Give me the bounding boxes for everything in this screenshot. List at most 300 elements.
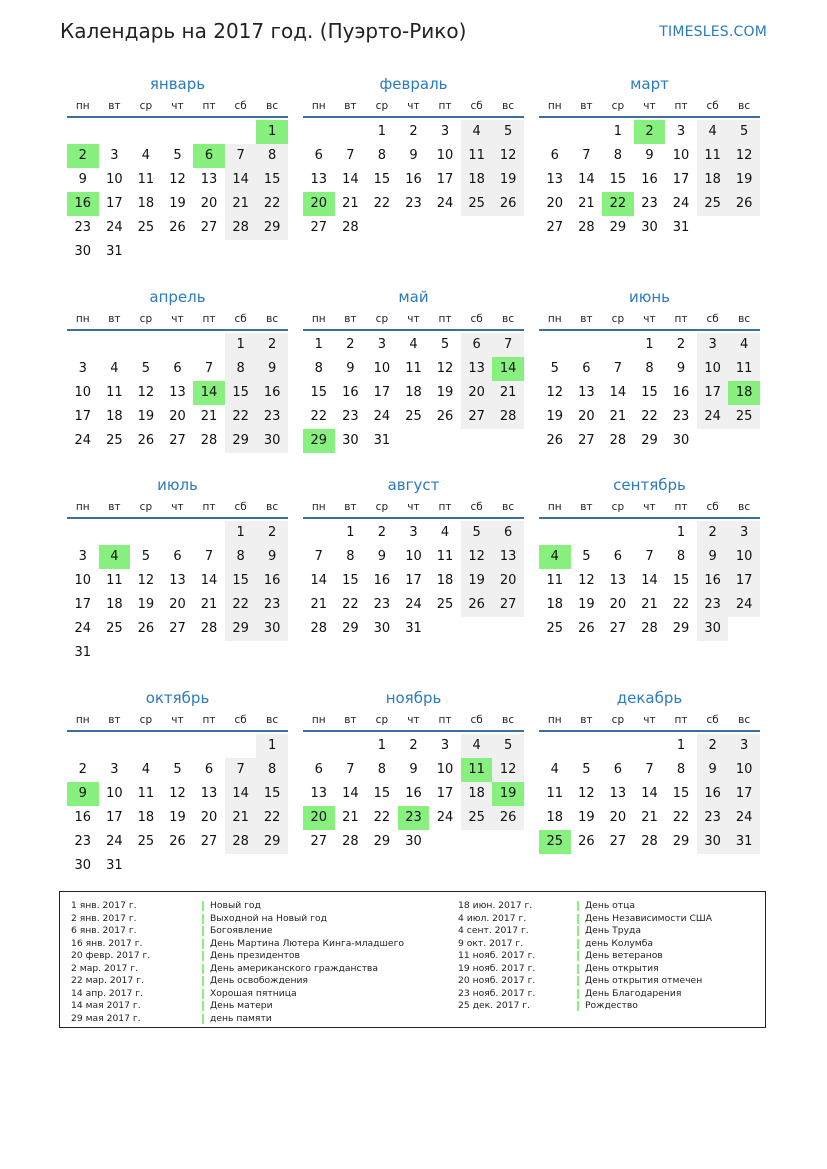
day-cell: 17 bbox=[373, 385, 391, 400]
day-cell: 11 bbox=[106, 573, 123, 588]
day-cell: 13 bbox=[310, 786, 328, 801]
day-cell: 16 bbox=[342, 385, 359, 400]
day-cell: 30 bbox=[697, 617, 729, 641]
day-cell: 2 bbox=[78, 762, 87, 777]
weekday-label: вт bbox=[108, 714, 121, 726]
day-cell: 1 bbox=[377, 738, 387, 753]
day-cell: 9 bbox=[697, 545, 729, 569]
day-cell: 11 bbox=[728, 357, 760, 381]
day-cell: 2 bbox=[377, 525, 387, 540]
day-cell: 22 bbox=[641, 409, 658, 424]
day-cell: 12 bbox=[169, 786, 186, 801]
day-cell: 7 bbox=[225, 758, 257, 782]
day-cell: 26 bbox=[546, 433, 564, 448]
legend-date: 4 сент. 2017 г. bbox=[458, 925, 529, 936]
empty-cell bbox=[225, 734, 257, 758]
weekday-label: пн bbox=[547, 714, 562, 726]
day-cell: 9 bbox=[78, 172, 87, 187]
day-cell: 15 bbox=[373, 172, 391, 187]
day-cell: 13 bbox=[200, 172, 218, 187]
day-cell: 23 bbox=[74, 220, 92, 235]
weekday-label: сб bbox=[706, 714, 719, 726]
empty-cell bbox=[697, 216, 729, 240]
month-name: март bbox=[630, 75, 669, 93]
day-cell: 29 bbox=[225, 429, 257, 453]
day-cell: 5 bbox=[582, 549, 591, 564]
day-cell: 17 bbox=[74, 409, 92, 424]
empty-cell bbox=[193, 240, 225, 264]
day-cell: 2 bbox=[697, 734, 729, 758]
day-cell: 18 bbox=[546, 810, 564, 825]
weekday-label: пн bbox=[311, 501, 326, 513]
day-cell: 20 bbox=[609, 597, 627, 612]
day-cell: 7 bbox=[204, 549, 214, 564]
day-cell: 10 bbox=[672, 148, 690, 163]
empty-cell bbox=[461, 830, 493, 854]
empty-cell bbox=[130, 333, 162, 357]
weekday-label: чт bbox=[171, 100, 184, 112]
legend-holiday-name: День освобождения bbox=[210, 975, 308, 986]
legend-date: 14 мая 2017 г. bbox=[71, 1000, 141, 1011]
day-cell: 19 bbox=[461, 569, 493, 593]
day-cell: 29 bbox=[373, 834, 391, 849]
legend-color-marker bbox=[202, 914, 204, 924]
day-cell: 4 bbox=[141, 148, 151, 163]
empty-cell bbox=[162, 521, 194, 545]
day-cell: 19 bbox=[137, 409, 155, 424]
legend-date: 25 дек. 2017 г. bbox=[458, 1000, 531, 1011]
day-cell: 3 bbox=[440, 124, 450, 139]
day-cell: 17 bbox=[697, 381, 729, 405]
day-cell: 20 bbox=[169, 409, 186, 424]
empty-cell bbox=[99, 521, 131, 545]
day-cell: 16 bbox=[74, 810, 92, 825]
day-cell: 14 bbox=[641, 573, 658, 588]
weekday-label: вс bbox=[738, 501, 751, 513]
day-cell: 19 bbox=[546, 409, 564, 424]
weekday-label: ср bbox=[611, 313, 625, 325]
month-9 bbox=[539, 473, 760, 641]
legend-date: 11 нояб. 2017 г. bbox=[458, 950, 536, 961]
weekday-label: пт bbox=[438, 100, 452, 112]
day-cell: 23 bbox=[641, 196, 658, 211]
empty-cell bbox=[303, 120, 335, 144]
empty-cell bbox=[398, 216, 430, 240]
day-cell: 8 bbox=[314, 361, 323, 376]
empty-cell bbox=[130, 734, 162, 758]
empty-cell bbox=[303, 734, 335, 758]
month-name: октябрь bbox=[145, 689, 210, 707]
day-cell: 13 bbox=[578, 385, 595, 400]
day-cell: 19 bbox=[137, 597, 155, 612]
weekday-header bbox=[303, 96, 524, 118]
day-cell: 25 bbox=[546, 621, 564, 636]
weekday-label: пт bbox=[202, 714, 216, 726]
empty-cell bbox=[162, 641, 194, 665]
day-cell: 8 bbox=[676, 549, 686, 564]
day-cell: 18 bbox=[106, 409, 123, 424]
day-cell: 19 bbox=[436, 385, 454, 400]
day-cell: 7 bbox=[346, 762, 355, 777]
day-cell: 23 bbox=[398, 806, 430, 830]
day-cell: 15 bbox=[373, 786, 391, 801]
weekday-label: вс bbox=[266, 714, 279, 726]
day-cell: 4 bbox=[550, 762, 559, 777]
day-cell: 10 bbox=[74, 573, 92, 588]
legend-holiday-name: День матери bbox=[210, 1000, 273, 1011]
empty-cell bbox=[492, 429, 524, 453]
empty-cell bbox=[67, 333, 99, 357]
legend-date: 4 июл. 2017 г. bbox=[458, 912, 527, 924]
day-cell: 3 bbox=[377, 337, 387, 352]
site-link[interactable]: TIMESLES.COM bbox=[659, 24, 767, 40]
day-cell: 4 bbox=[141, 762, 151, 777]
day-cell: 28 bbox=[225, 216, 257, 240]
weekday-label: пн bbox=[311, 714, 326, 726]
day-cell: 18 bbox=[728, 381, 760, 405]
day-cell: 25 bbox=[461, 806, 493, 830]
day-cell: 24 bbox=[728, 806, 760, 830]
weekday-label: вт bbox=[344, 313, 357, 325]
weekday-label: пн bbox=[75, 714, 90, 726]
day-cell: 16 bbox=[67, 192, 99, 216]
day-cell: 24 bbox=[373, 409, 391, 424]
day-cell: 28 bbox=[609, 433, 627, 448]
day-cell: 20 bbox=[303, 192, 335, 216]
legend-date: 9 окт. 2017 г. bbox=[458, 937, 524, 949]
month-6 bbox=[539, 285, 760, 453]
day-cell: 3 bbox=[110, 148, 119, 163]
day-cell: 29 bbox=[342, 621, 359, 636]
weekday-label: пт bbox=[202, 313, 216, 325]
day-cell: 11 bbox=[137, 172, 155, 187]
legend-holiday-name: Выходной на Новый год bbox=[210, 912, 327, 924]
day-cell: 22 bbox=[342, 597, 359, 612]
weekday-label: вт bbox=[108, 100, 121, 112]
day-cell: 10 bbox=[106, 172, 123, 187]
day-cell: 9 bbox=[676, 361, 686, 376]
legend-holiday-name: Хорошая пятница bbox=[210, 987, 297, 999]
empty-cell bbox=[602, 333, 634, 357]
weekday-label: вт bbox=[344, 501, 357, 513]
day-cell: 9 bbox=[409, 762, 418, 777]
day-cell: 21 bbox=[225, 192, 257, 216]
day-cell: 15 bbox=[256, 168, 288, 192]
month-1 bbox=[67, 72, 288, 264]
day-cell: 20 bbox=[200, 810, 218, 825]
legend-color-marker bbox=[577, 976, 579, 986]
day-cell: 3 bbox=[728, 521, 760, 545]
empty-cell bbox=[130, 641, 162, 665]
day-cell: 25 bbox=[106, 433, 123, 448]
day-cell: 15 bbox=[342, 573, 359, 588]
day-cell: 29 bbox=[609, 220, 627, 235]
legend-color-marker bbox=[202, 951, 204, 961]
weekday-label: чт bbox=[407, 714, 420, 726]
day-cell: 29 bbox=[225, 617, 257, 641]
day-cell: 16 bbox=[672, 385, 690, 400]
day-cell: 4 bbox=[409, 337, 418, 352]
empty-cell bbox=[728, 216, 760, 240]
day-cell: 15 bbox=[310, 385, 328, 400]
day-cell: 14 bbox=[641, 786, 658, 801]
day-cell: 18 bbox=[137, 196, 155, 211]
month-name: июнь bbox=[628, 288, 671, 306]
day-cell: 7 bbox=[492, 333, 524, 357]
day-cell: 30 bbox=[256, 429, 288, 453]
month-name: апрель bbox=[149, 288, 206, 306]
day-cell: 18 bbox=[405, 385, 422, 400]
weekday-label: чт bbox=[643, 714, 656, 726]
day-cell: 1 bbox=[645, 337, 654, 352]
weekday-label: сб bbox=[234, 100, 247, 112]
weekday-label: пт bbox=[674, 714, 688, 726]
day-cell: 26 bbox=[492, 806, 524, 830]
day-cell: 27 bbox=[169, 433, 186, 448]
day-cell: 10 bbox=[74, 385, 92, 400]
weekday-header bbox=[303, 710, 524, 732]
weekday-label: пн bbox=[75, 313, 90, 325]
empty-cell bbox=[571, 120, 603, 144]
day-cell: 21 bbox=[641, 810, 658, 825]
day-cell: 13 bbox=[609, 573, 627, 588]
day-cell: 23 bbox=[405, 196, 422, 211]
day-grid bbox=[303, 521, 524, 641]
day-cell: 12 bbox=[137, 385, 155, 400]
day-grid bbox=[303, 734, 524, 854]
month-name: май bbox=[398, 288, 429, 306]
weekday-label: сб bbox=[234, 313, 247, 325]
day-cell: 12 bbox=[578, 786, 595, 801]
day-cell: 26 bbox=[137, 621, 155, 636]
day-cell: 11 bbox=[405, 361, 422, 376]
weekday-label: пт bbox=[202, 100, 216, 112]
day-cell: 15 bbox=[225, 381, 257, 405]
legend-date: 23 нояб. 2017 г. bbox=[458, 987, 536, 999]
page-title: Календарь на 2017 год. (Пуэрто-Рико) bbox=[60, 19, 467, 43]
day-cell: 14 bbox=[200, 573, 218, 588]
legend-color-marker bbox=[577, 964, 579, 974]
day-cell: 2 bbox=[256, 333, 288, 357]
legend-date: 6 янв. 2017 г. bbox=[71, 925, 137, 936]
day-cell: 23 bbox=[256, 593, 288, 617]
day-cell: 6 bbox=[193, 144, 225, 168]
legend-date: 22 мар. 2017 г. bbox=[71, 975, 144, 986]
day-cell: 20 bbox=[169, 597, 186, 612]
day-cell: 13 bbox=[310, 172, 328, 187]
empty-cell bbox=[461, 429, 493, 453]
day-cell: 13 bbox=[169, 385, 186, 400]
empty-cell bbox=[193, 641, 225, 665]
day-cell: 25 bbox=[436, 597, 454, 612]
legend-date: 16 янв. 2017 г. bbox=[71, 937, 143, 949]
empty-cell bbox=[571, 521, 603, 545]
day-grid bbox=[67, 734, 288, 878]
day-cell: 15 bbox=[609, 172, 627, 187]
empty-cell bbox=[571, 333, 603, 357]
weekday-label: сб bbox=[470, 313, 483, 325]
weekday-label: вт bbox=[580, 714, 593, 726]
weekday-label: пт bbox=[438, 313, 452, 325]
day-cell: 1 bbox=[613, 124, 623, 139]
day-cell: 21 bbox=[578, 196, 595, 211]
day-grid bbox=[539, 120, 760, 240]
day-cell: 3 bbox=[676, 124, 686, 139]
day-cell: 15 bbox=[256, 782, 288, 806]
day-cell: 31 bbox=[672, 220, 690, 235]
weekday-label: ср bbox=[375, 100, 389, 112]
day-cell: 7 bbox=[346, 148, 355, 163]
empty-cell bbox=[99, 120, 131, 144]
day-cell: 25 bbox=[137, 220, 155, 235]
day-cell: 12 bbox=[578, 573, 595, 588]
day-cell: 14 bbox=[225, 168, 257, 192]
day-cell: 29 bbox=[672, 834, 690, 849]
empty-cell bbox=[162, 854, 194, 878]
empty-cell bbox=[256, 641, 288, 665]
day-cell: 15 bbox=[672, 573, 690, 588]
day-cell: 31 bbox=[106, 858, 123, 873]
day-cell: 13 bbox=[200, 786, 218, 801]
day-cell: 10 bbox=[436, 762, 454, 777]
day-cell: 17 bbox=[672, 172, 690, 187]
month-3 bbox=[539, 72, 760, 240]
weekday-label: сб bbox=[470, 100, 483, 112]
day-cell: 20 bbox=[461, 381, 493, 405]
day-cell: 28 bbox=[492, 405, 524, 429]
empty-cell bbox=[162, 333, 194, 357]
day-cell: 3 bbox=[409, 525, 418, 540]
day-cell: 20 bbox=[609, 810, 627, 825]
day-cell: 4 bbox=[461, 120, 493, 144]
day-cell: 27 bbox=[310, 834, 328, 849]
legend-date: 14 апр. 2017 г. bbox=[71, 987, 143, 999]
day-cell: 1 bbox=[676, 525, 686, 540]
empty-cell bbox=[429, 617, 461, 641]
day-cell: 10 bbox=[106, 786, 123, 801]
day-cell: 22 bbox=[256, 806, 288, 830]
empty-cell bbox=[130, 120, 162, 144]
day-cell: 22 bbox=[672, 597, 690, 612]
day-cell: 5 bbox=[141, 549, 151, 564]
day-cell: 8 bbox=[225, 545, 257, 569]
day-cell: 13 bbox=[461, 357, 493, 381]
day-cell: 3 bbox=[697, 333, 729, 357]
day-cell: 2 bbox=[634, 120, 666, 144]
empty-cell bbox=[225, 240, 257, 264]
day-cell: 6 bbox=[314, 148, 323, 163]
legend-holiday-name: День ветеранов bbox=[585, 950, 663, 961]
day-cell: 17 bbox=[405, 573, 422, 588]
day-cell: 4 bbox=[440, 525, 450, 540]
empty-cell bbox=[193, 734, 225, 758]
day-cell: 28 bbox=[342, 220, 359, 235]
day-cell: 19 bbox=[578, 597, 595, 612]
day-cell: 26 bbox=[169, 834, 186, 849]
day-cell: 12 bbox=[546, 385, 564, 400]
day-cell: 30 bbox=[373, 621, 391, 636]
day-cell: 22 bbox=[310, 409, 328, 424]
empty-cell bbox=[492, 830, 524, 854]
day-cell: 10 bbox=[373, 361, 391, 376]
day-cell: 27 bbox=[461, 405, 493, 429]
day-cell: 1 bbox=[256, 734, 288, 758]
day-cell: 24 bbox=[436, 810, 454, 825]
day-cell: 25 bbox=[539, 830, 571, 854]
day-cell: 24 bbox=[436, 196, 454, 211]
empty-cell bbox=[602, 734, 634, 758]
day-cell: 13 bbox=[492, 545, 524, 569]
day-cell: 23 bbox=[672, 409, 690, 424]
empty-cell bbox=[461, 617, 493, 641]
day-cell: 10 bbox=[728, 545, 760, 569]
empty-cell bbox=[162, 734, 194, 758]
weekday-header bbox=[303, 309, 524, 331]
day-cell: 14 bbox=[492, 357, 524, 381]
empty-cell bbox=[728, 617, 760, 641]
weekday-label: ср bbox=[139, 501, 153, 513]
day-cell: 23 bbox=[256, 405, 288, 429]
day-cell: 6 bbox=[314, 762, 323, 777]
day-cell: 2 bbox=[346, 337, 355, 352]
day-cell: 31 bbox=[106, 244, 123, 259]
legend-color-marker bbox=[577, 951, 579, 961]
day-cell: 5 bbox=[461, 521, 493, 545]
day-cell: 6 bbox=[492, 521, 524, 545]
weekday-header bbox=[67, 710, 288, 732]
day-cell: 24 bbox=[405, 597, 422, 612]
weekday-label: сб bbox=[470, 714, 483, 726]
day-cell: 5 bbox=[141, 361, 151, 376]
day-cell: 18 bbox=[137, 810, 155, 825]
empty-cell bbox=[130, 240, 162, 264]
day-cell: 28 bbox=[342, 834, 359, 849]
month-name: декабрь bbox=[616, 689, 683, 707]
weekday-label: ср bbox=[611, 501, 625, 513]
empty-cell bbox=[162, 120, 194, 144]
legend-holiday-name: День президентов bbox=[210, 950, 300, 961]
empty-cell bbox=[728, 429, 760, 453]
weekday-label: чт bbox=[407, 501, 420, 513]
day-cell: 14 bbox=[342, 786, 359, 801]
weekday-header bbox=[539, 96, 760, 118]
day-cell: 8 bbox=[346, 549, 355, 564]
month-7 bbox=[67, 473, 288, 665]
weekday-label: вт bbox=[580, 313, 593, 325]
weekday-label: ср bbox=[611, 100, 625, 112]
day-cell: 11 bbox=[106, 385, 123, 400]
day-cell: 8 bbox=[256, 758, 288, 782]
legend-holiday-name: День Мартина Лютера Кинга-младшего bbox=[210, 937, 405, 949]
legend-color-marker bbox=[577, 926, 579, 936]
day-cell: 10 bbox=[436, 148, 454, 163]
day-cell: 6 bbox=[550, 148, 559, 163]
weekday-label: пн bbox=[75, 501, 90, 513]
empty-cell bbox=[429, 830, 461, 854]
day-cell: 24 bbox=[106, 220, 123, 235]
day-cell: 2 bbox=[256, 521, 288, 545]
month-name: февраль bbox=[379, 75, 448, 93]
day-cell: 6 bbox=[582, 361, 591, 376]
weekday-label: вс bbox=[266, 501, 279, 513]
empty-cell bbox=[634, 734, 666, 758]
weekday-label: вс bbox=[502, 313, 515, 325]
day-cell: 8 bbox=[613, 148, 623, 163]
empty-cell bbox=[225, 854, 257, 878]
empty-cell bbox=[225, 120, 257, 144]
day-cell: 1 bbox=[676, 738, 686, 753]
day-cell: 19 bbox=[492, 168, 524, 192]
